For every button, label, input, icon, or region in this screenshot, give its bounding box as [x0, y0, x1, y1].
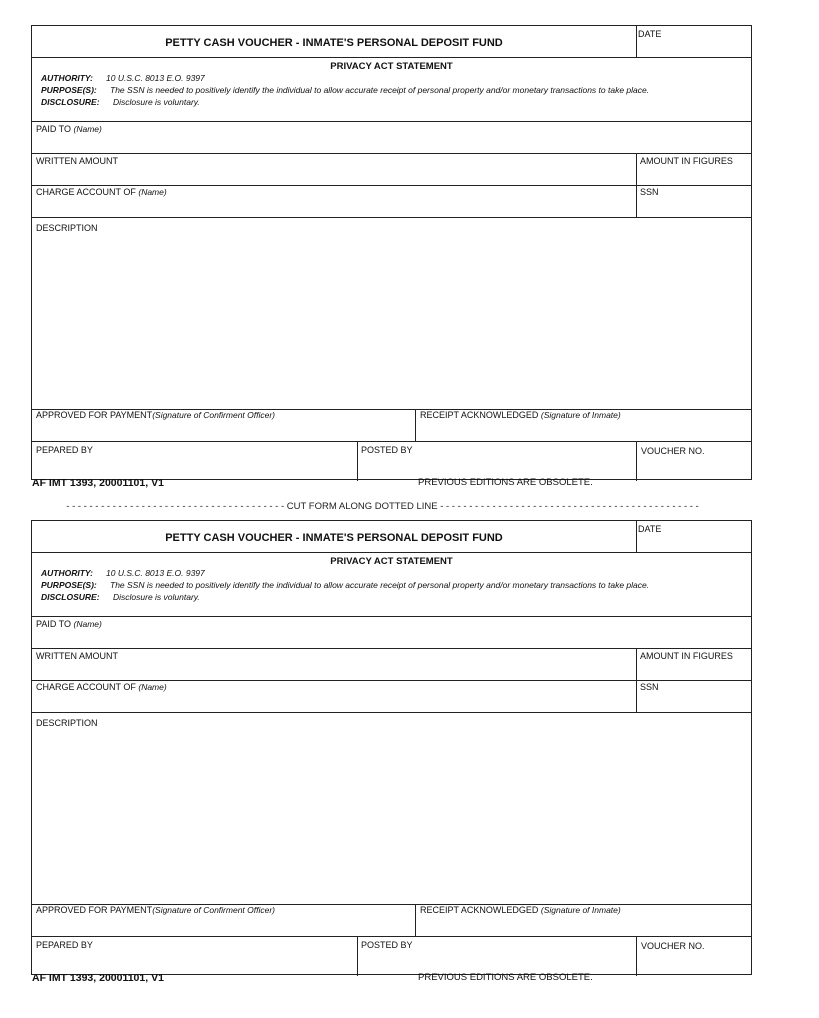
date-label: DATE — [638, 29, 662, 39]
rule — [32, 153, 751, 154]
receipt-acknowledged-field[interactable] — [420, 410, 621, 420]
rule — [32, 121, 751, 122]
rule — [357, 936, 358, 976]
approved-for-payment-field[interactable] — [36, 905, 275, 915]
authority-row — [41, 73, 205, 83]
description-label: DESCRIPTION — [36, 223, 98, 233]
approved-label: APPROVED FOR PAYMENT — [36, 905, 153, 915]
rule — [32, 441, 751, 442]
description-label: DESCRIPTION — [36, 718, 98, 728]
paid-to-label: PAID TO — [36, 124, 72, 134]
purpose-label: PURPOSE(S): — [41, 580, 97, 590]
authority-row — [41, 568, 205, 578]
cut-dashes-left: - - - - - - - - - - - - - - - - - - - - - - - - - - - - - - - - - - - - - - — [66, 501, 287, 512]
receipt-label: RECEIPT ACKNOWLEDGED — [420, 410, 539, 420]
voucher-no-field[interactable] — [641, 446, 705, 456]
form-id: AF IMT 1393, 20001101, V1 — [32, 477, 164, 489]
purpose-row — [41, 85, 649, 95]
privacy-act-title: PRIVACY ACT STATEMENT — [330, 61, 453, 72]
prepared-by-label: PEPARED BY — [36, 940, 93, 950]
purpose-text: The SSN is needed to positively identify the individual to allow accurate receipt of personal property and/or monetary transactions to take place. — [110, 580, 650, 590]
description-field[interactable] — [36, 223, 98, 233]
voucher-form-bottom — [31, 520, 752, 975]
posted-by-label: POSTED BY — [361, 940, 413, 950]
paid-to-label: PAID TO — [36, 619, 72, 629]
rule — [32, 57, 751, 58]
written-amount-label: WRITTEN AMOUNT — [36, 651, 118, 661]
receipt-hint: (Signature of Inmate) — [540, 410, 621, 420]
form-title: PETTY CASH VOUCHER - INMATE'S PERSONAL DEPOSIT FUND — [165, 532, 503, 544]
form-title: PETTY CASH VOUCHER - INMATE'S PERSONAL DEPOSIT FUND — [165, 37, 503, 49]
charge-account-field[interactable] — [36, 187, 167, 197]
amount-in-figures-label: AMOUNT IN FIGURES — [640, 156, 733, 166]
purpose-label: PURPOSE(S): — [41, 85, 97, 95]
disclosure-text: Disclosure is voluntary. — [113, 97, 200, 107]
cut-line-text: CUT FORM ALONG DOTTED LINE — [286, 501, 438, 512]
approved-label: APPROVED FOR PAYMENT — [36, 410, 153, 420]
voucher-no-label: VOUCHER NO. — [641, 446, 705, 456]
disclosure-label: DISCLOSURE: — [41, 592, 100, 602]
authority-label: AUTHORITY: — [41, 568, 93, 578]
form-id: AF IMT 1393, 20001101, V1 — [32, 972, 164, 984]
amount-in-figures-field[interactable] — [640, 651, 733, 661]
ssn-field[interactable] — [640, 682, 659, 692]
receipt-hint: (Signature of Inmate) — [540, 905, 621, 915]
rule — [636, 648, 637, 712]
rule — [636, 521, 637, 552]
paid-to-field[interactable] — [36, 124, 102, 134]
rule — [636, 153, 637, 217]
charge-account-hint: (Name) — [138, 187, 167, 197]
rule — [415, 409, 416, 441]
amount-in-figures-field[interactable] — [640, 156, 733, 166]
rule — [636, 441, 637, 481]
disclosure-row — [41, 97, 200, 107]
prepared-by-field[interactable] — [36, 940, 93, 950]
paid-to-hint: (Name) — [73, 124, 102, 134]
cut-line — [60, 501, 705, 512]
approved-for-payment-field[interactable] — [36, 410, 275, 420]
ssn-field[interactable] — [640, 187, 659, 197]
voucher-no-label: VOUCHER NO. — [641, 941, 705, 951]
cut-dashes-right: - - - - - - - - - - - - - - - - - - - - - - - - - - - - - - - - - - - - - - - - - - - - - — [437, 501, 699, 512]
charge-account-field[interactable] — [36, 682, 167, 692]
rule — [32, 680, 751, 681]
disclosure-text: Disclosure is voluntary. — [113, 592, 200, 602]
rule — [32, 712, 751, 713]
purpose-text: The SSN is needed to positively identify the individual to allow accurate receipt of personal property and/or monetary transactions to take place. — [110, 85, 650, 95]
rule — [32, 552, 751, 553]
ssn-label: SSN — [640, 187, 659, 197]
rule — [415, 904, 416, 936]
disclosure-label: DISCLOSURE: — [41, 97, 100, 107]
rule — [32, 648, 751, 649]
ssn-label: SSN — [640, 682, 659, 692]
obsolete-note: PREVIOUS EDITIONS ARE OBSOLETE. — [418, 972, 593, 983]
posted-by-field[interactable] — [361, 445, 413, 455]
authority-text: 10 U.S.C. 8013 E.O. 9397 — [106, 73, 205, 83]
written-amount-label: WRITTEN AMOUNT — [36, 156, 118, 166]
posted-by-label: POSTED BY — [361, 445, 413, 455]
rule — [32, 936, 751, 937]
rule — [636, 936, 637, 976]
posted-by-field[interactable] — [361, 940, 413, 950]
rule — [32, 616, 751, 617]
prepared-by-field[interactable] — [36, 445, 93, 455]
written-amount-field[interactable] — [36, 156, 118, 166]
approved-hint: (Signature of Confirment Officer) — [152, 410, 276, 420]
authority-label: AUTHORITY: — [41, 73, 93, 83]
paid-to-hint: (Name) — [73, 619, 102, 629]
written-amount-field[interactable] — [36, 651, 118, 661]
paid-to-field[interactable] — [36, 619, 102, 629]
voucher-form-top — [31, 25, 752, 480]
obsolete-note: PREVIOUS EDITIONS ARE OBSOLETE. — [418, 477, 593, 488]
amount-in-figures-label: AMOUNT IN FIGURES — [640, 651, 733, 661]
date-field[interactable] — [638, 524, 661, 534]
receipt-acknowledged-field[interactable] — [420, 905, 621, 915]
prepared-by-label: PEPARED BY — [36, 445, 93, 455]
date-field[interactable] — [638, 29, 661, 39]
date-label: DATE — [638, 524, 662, 534]
authority-text: 10 U.S.C. 8013 E.O. 9397 — [106, 568, 205, 578]
approved-hint: (Signature of Confirment Officer) — [152, 905, 276, 915]
rule — [636, 26, 637, 57]
voucher-no-field[interactable] — [641, 941, 705, 951]
disclosure-row — [41, 592, 200, 602]
description-field[interactable] — [36, 718, 98, 728]
rule — [32, 217, 751, 218]
rule — [32, 185, 751, 186]
charge-account-hint: (Name) — [138, 682, 167, 692]
receipt-label: RECEIPT ACKNOWLEDGED — [420, 905, 539, 915]
privacy-act-title: PRIVACY ACT STATEMENT — [330, 556, 453, 567]
charge-account-label: CHARGE ACCOUNT OF — [36, 682, 136, 692]
purpose-row — [41, 580, 649, 590]
rule — [357, 441, 358, 481]
charge-account-label: CHARGE ACCOUNT OF — [36, 187, 136, 197]
